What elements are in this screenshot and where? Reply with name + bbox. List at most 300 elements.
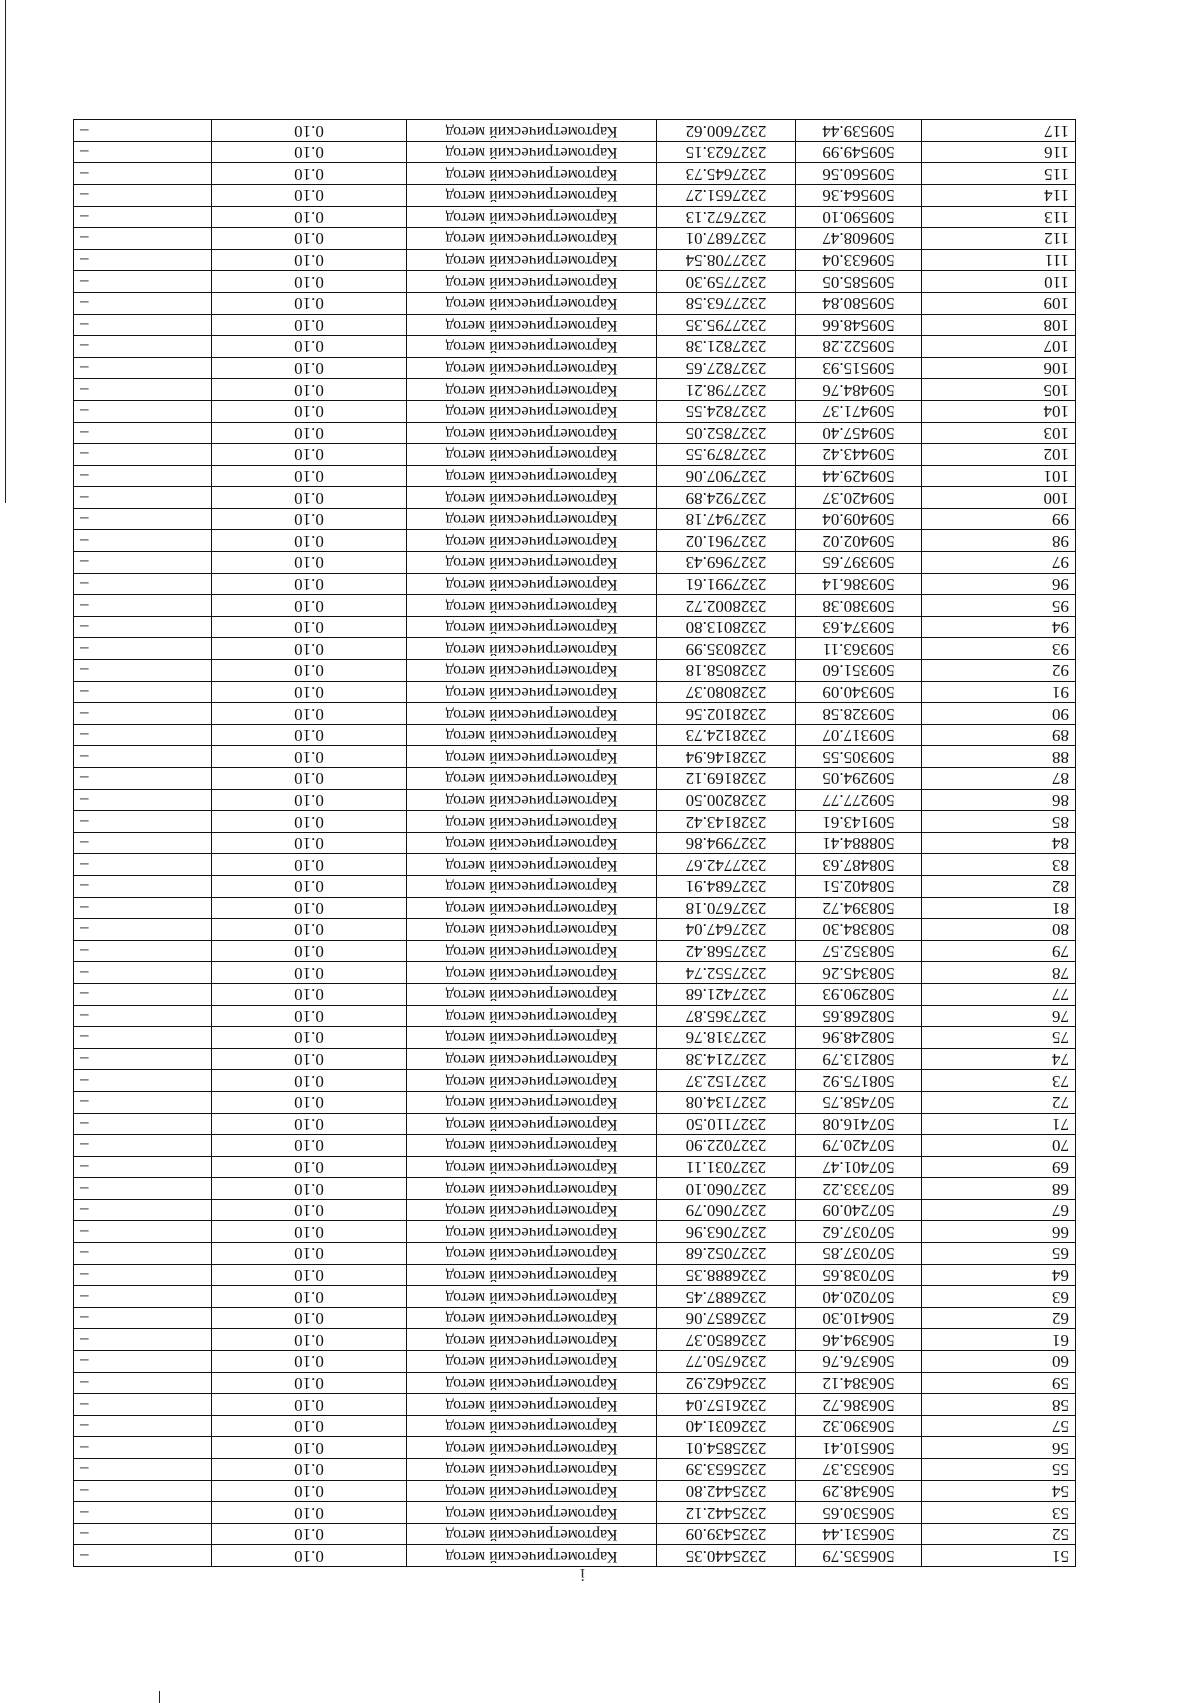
table-row — [74, 681, 1076, 703]
y-coordinate-cell: 2327060.10 — [657, 1178, 796, 1200]
note-cell: – — [74, 811, 212, 833]
page-mark: i — [579, 1565, 585, 1585]
accuracy-cell: 0.10 — [212, 1480, 407, 1502]
x-coordinate-cell: 509590.10 — [796, 206, 922, 228]
point-number-cell: 57 — [922, 1415, 1076, 1437]
point-number-cell: 86 — [922, 789, 1076, 811]
point-number-cell: 88 — [922, 746, 1076, 768]
accuracy-cell: 0.10 — [212, 1459, 407, 1481]
point-number-cell: 87 — [922, 768, 1076, 790]
x-coordinate-cell: 509515.93 — [796, 357, 922, 379]
y-coordinate-cell: 2325439.09 — [657, 1523, 796, 1545]
x-coordinate-cell: 506530.65 — [796, 1502, 922, 1524]
point-number-cell: 111 — [922, 249, 1076, 271]
table-row — [74, 897, 1076, 919]
method-cell: Картометрический метод — [407, 1415, 657, 1437]
note-cell: – — [74, 530, 212, 552]
note-cell: – — [74, 983, 212, 1005]
note-cell: – — [74, 1459, 212, 1481]
table-row — [74, 1329, 1076, 1351]
y-coordinate-cell: 2327552.74 — [657, 962, 796, 984]
point-number-cell: 53 — [922, 1502, 1076, 1524]
y-coordinate-cell: 2326887.45 — [657, 1286, 796, 1308]
point-number-cell: 116 — [922, 141, 1076, 163]
note-cell: – — [74, 1394, 212, 1416]
y-coordinate-cell: 2327214.38 — [657, 1048, 796, 1070]
method-cell: Картометрический метод — [407, 1243, 657, 1265]
note-cell: – — [74, 314, 212, 336]
y-coordinate-cell: 2326157.04 — [657, 1394, 796, 1416]
y-coordinate-cell: 2327795.35 — [657, 314, 796, 336]
note-cell: – — [74, 357, 212, 379]
accuracy-cell: 0.10 — [212, 983, 407, 1005]
accuracy-cell: 0.10 — [212, 271, 407, 293]
point-number-cell: 74 — [922, 1048, 1076, 1070]
x-coordinate-cell: 508290.93 — [796, 983, 922, 1005]
x-coordinate-cell: 509340.09 — [796, 681, 922, 703]
table-row — [74, 832, 1076, 854]
x-coordinate-cell: 507401.47 — [796, 1156, 922, 1178]
point-number-cell: 85 — [922, 811, 1076, 833]
method-cell: Картометрический метод — [407, 163, 657, 185]
method-cell: Картометрический метод — [407, 530, 657, 552]
y-coordinate-cell: 2326857.06 — [657, 1307, 796, 1329]
point-number-cell: 102 — [922, 444, 1076, 466]
point-number-cell: 61 — [922, 1329, 1076, 1351]
table-row — [74, 1243, 1076, 1265]
y-coordinate-cell: 2328102.56 — [657, 703, 796, 725]
note-cell: – — [74, 249, 212, 271]
y-coordinate-cell: 2327969.43 — [657, 552, 796, 574]
table-row — [74, 1351, 1076, 1373]
accuracy-cell: 0.10 — [212, 552, 407, 574]
accuracy-cell: 0.10 — [212, 422, 407, 444]
y-coordinate-cell: 2327879.55 — [657, 444, 796, 466]
accuracy-cell: 0.10 — [212, 1243, 407, 1265]
y-coordinate-cell: 2328080.37 — [657, 681, 796, 703]
method-cell: Картометрический метод — [407, 789, 657, 811]
accuracy-cell: 0.10 — [212, 1394, 407, 1416]
x-coordinate-cell: 509484.76 — [796, 379, 922, 401]
y-coordinate-cell: 2328124.73 — [657, 724, 796, 746]
table-row — [74, 1070, 1076, 1092]
table-row — [74, 940, 1076, 962]
point-number-cell: 60 — [922, 1351, 1076, 1373]
accuracy-cell: 0.10 — [212, 573, 407, 595]
point-number-cell: 70 — [922, 1135, 1076, 1157]
y-coordinate-cell: 2327063.96 — [657, 1221, 796, 1243]
accuracy-cell: 0.10 — [212, 249, 407, 271]
point-number-cell: 93 — [922, 638, 1076, 660]
accuracy-cell: 0.10 — [212, 185, 407, 207]
x-coordinate-cell: 508213.79 — [796, 1048, 922, 1070]
table-row — [74, 1502, 1076, 1524]
method-cell: Картометрический метод — [407, 746, 657, 768]
method-cell: Картометрический метод — [407, 724, 657, 746]
accuracy-cell: 0.10 — [212, 1178, 407, 1200]
table-row — [74, 1135, 1076, 1157]
accuracy-cell: 0.10 — [212, 768, 407, 790]
y-coordinate-cell: 2326850.37 — [657, 1329, 796, 1351]
accuracy-cell: 0.10 — [212, 487, 407, 509]
accuracy-cell: 0.10 — [212, 1113, 407, 1135]
accuracy-cell: 0.10 — [212, 1005, 407, 1027]
note-cell: – — [74, 638, 212, 660]
y-coordinate-cell: 2327365.87 — [657, 1005, 796, 1027]
point-number-cell: 79 — [922, 940, 1076, 962]
x-coordinate-cell: 509402.02 — [796, 530, 922, 552]
method-cell: Картометрический метод — [407, 919, 657, 941]
method-cell: Картометрический метод — [407, 876, 657, 898]
x-coordinate-cell: 509386.14 — [796, 573, 922, 595]
y-coordinate-cell: 2325442.12 — [657, 1502, 796, 1524]
table-row — [74, 487, 1076, 509]
point-number-cell: 68 — [922, 1178, 1076, 1200]
note-cell: – — [74, 789, 212, 811]
table-row — [74, 444, 1076, 466]
method-cell: Картометрический метод — [407, 465, 657, 487]
note-cell: – — [74, 1286, 212, 1308]
x-coordinate-cell: 509397.65 — [796, 552, 922, 574]
accuracy-cell: 0.10 — [212, 962, 407, 984]
method-cell: Картометрический метод — [407, 314, 657, 336]
note-cell: – — [74, 444, 212, 466]
accuracy-cell: 0.10 — [212, 681, 407, 703]
note-cell: – — [74, 1091, 212, 1113]
x-coordinate-cell: 509143.61 — [796, 811, 922, 833]
x-coordinate-cell: 509585.05 — [796, 271, 922, 293]
y-coordinate-cell: 2327647.04 — [657, 919, 796, 941]
y-coordinate-cell: 2327827.65 — [657, 357, 796, 379]
table-row — [74, 595, 1076, 617]
accuracy-cell: 0.10 — [212, 379, 407, 401]
x-coordinate-cell: 507420.79 — [796, 1135, 922, 1157]
point-number-cell: 97 — [922, 552, 1076, 574]
y-coordinate-cell: 2327947.18 — [657, 508, 796, 530]
point-number-cell: 101 — [922, 465, 1076, 487]
accuracy-cell: 0.10 — [212, 854, 407, 876]
note-cell: – — [74, 487, 212, 509]
table-row — [74, 962, 1076, 984]
point-number-cell: 108 — [922, 314, 1076, 336]
point-number-cell: 110 — [922, 271, 1076, 293]
table-row — [74, 314, 1076, 336]
accuracy-cell: 0.10 — [212, 508, 407, 530]
method-cell: Картометрический метод — [407, 703, 657, 725]
note-cell: – — [74, 1545, 212, 1567]
x-coordinate-cell: 506348.29 — [796, 1480, 922, 1502]
y-coordinate-cell: 2327852.05 — [657, 422, 796, 444]
x-coordinate-cell: 506386.72 — [796, 1394, 922, 1416]
table-row — [74, 1307, 1076, 1329]
point-number-cell: 117 — [922, 120, 1076, 142]
point-number-cell: 107 — [922, 336, 1076, 358]
point-number-cell: 95 — [922, 595, 1076, 617]
note-cell: – — [74, 832, 212, 854]
table-row — [74, 854, 1076, 876]
accuracy-cell: 0.10 — [212, 292, 407, 314]
table-row — [74, 1048, 1076, 1070]
method-cell: Картометрический метод — [407, 983, 657, 1005]
accuracy-cell: 0.10 — [212, 141, 407, 163]
accuracy-cell: 0.10 — [212, 1264, 407, 1286]
table-row — [74, 1480, 1076, 1502]
method-cell: Картометрический метод — [407, 1286, 657, 1308]
accuracy-cell: 0.10 — [212, 1027, 407, 1049]
accuracy-cell: 0.10 — [212, 746, 407, 768]
method-cell: Картометрический метод — [407, 1135, 657, 1157]
method-cell: Картометрический метод — [407, 854, 657, 876]
note-cell: – — [74, 897, 212, 919]
y-coordinate-cell: 2326462.92 — [657, 1372, 796, 1394]
accuracy-cell: 0.10 — [212, 919, 407, 941]
point-number-cell: 71 — [922, 1113, 1076, 1135]
method-cell: Картометрический метод — [407, 487, 657, 509]
coordinates-table — [73, 119, 1076, 1567]
y-coordinate-cell: 2327684.91 — [657, 876, 796, 898]
note-cell: – — [74, 1415, 212, 1437]
y-coordinate-cell: 2327824.55 — [657, 400, 796, 422]
point-number-cell: 96 — [922, 573, 1076, 595]
x-coordinate-cell: 509328.58 — [796, 703, 922, 725]
method-cell: Картометрический метод — [407, 357, 657, 379]
x-coordinate-cell: 509539.44 — [796, 120, 922, 142]
method-cell: Картометрический метод — [407, 638, 657, 660]
x-coordinate-cell: 506376.76 — [796, 1351, 922, 1373]
y-coordinate-cell: 2328143.42 — [657, 811, 796, 833]
table-row — [74, 1437, 1076, 1459]
method-cell: Картометрический метод — [407, 379, 657, 401]
table-row — [74, 271, 1076, 293]
table-row — [74, 1091, 1076, 1113]
table-row — [74, 573, 1076, 595]
x-coordinate-cell: 509294.05 — [796, 768, 922, 790]
point-number-cell: 78 — [922, 962, 1076, 984]
x-coordinate-cell: 509429.44 — [796, 465, 922, 487]
x-coordinate-cell: 509564.36 — [796, 185, 922, 207]
table-row — [74, 1027, 1076, 1049]
note-cell: – — [74, 616, 212, 638]
method-cell: Картометрический метод — [407, 897, 657, 919]
table-row — [74, 530, 1076, 552]
point-number-cell: 84 — [922, 832, 1076, 854]
x-coordinate-cell: 509409.04 — [796, 508, 922, 530]
method-cell: Картометрический метод — [407, 1437, 657, 1459]
accuracy-cell: 0.10 — [212, 400, 407, 422]
y-coordinate-cell: 2327924.89 — [657, 487, 796, 509]
method-cell: Картометрический метод — [407, 1199, 657, 1221]
y-coordinate-cell: 2326888.35 — [657, 1264, 796, 1286]
note-cell: – — [74, 1480, 212, 1502]
note-cell: – — [74, 552, 212, 574]
point-number-cell: 113 — [922, 206, 1076, 228]
point-number-cell: 69 — [922, 1156, 1076, 1178]
note-cell: – — [74, 1048, 212, 1070]
y-coordinate-cell: 2325442.80 — [657, 1480, 796, 1502]
method-cell: Картометрический метод — [407, 573, 657, 595]
note-cell: – — [74, 1027, 212, 1049]
note-cell: – — [74, 185, 212, 207]
x-coordinate-cell: 508487.63 — [796, 854, 922, 876]
note-cell: – — [74, 336, 212, 358]
method-cell: Картометрический метод — [407, 1070, 657, 1092]
point-number-cell: 54 — [922, 1480, 1076, 1502]
note-cell: – — [74, 1264, 212, 1286]
x-coordinate-cell: 509457.40 — [796, 422, 922, 444]
table-row — [74, 228, 1076, 250]
point-number-cell: 77 — [922, 983, 1076, 1005]
method-cell: Картометрический метод — [407, 1264, 657, 1286]
point-number-cell: 81 — [922, 897, 1076, 919]
x-coordinate-cell: 508884.41 — [796, 832, 922, 854]
y-coordinate-cell: 2327742.67 — [657, 854, 796, 876]
point-number-cell: 67 — [922, 1199, 1076, 1221]
x-coordinate-cell: 506353.37 — [796, 1459, 922, 1481]
x-coordinate-cell: 509633.04 — [796, 249, 922, 271]
y-coordinate-cell: 2328002.72 — [657, 595, 796, 617]
point-number-cell: 64 — [922, 1264, 1076, 1286]
note-cell: – — [74, 508, 212, 530]
accuracy-cell: 0.10 — [212, 1372, 407, 1394]
table-row — [74, 660, 1076, 682]
x-coordinate-cell: 506535.79 — [796, 1545, 922, 1567]
table-row — [74, 1286, 1076, 1308]
x-coordinate-cell: 507458.75 — [796, 1091, 922, 1113]
method-cell: Картометрический метод — [407, 206, 657, 228]
point-number-cell: 82 — [922, 876, 1076, 898]
x-coordinate-cell: 507333.22 — [796, 1178, 922, 1200]
note-cell: – — [74, 163, 212, 185]
y-coordinate-cell: 2325440.35 — [657, 1545, 796, 1567]
accuracy-cell: 0.10 — [212, 1307, 407, 1329]
method-cell: Картометрический метод — [407, 1048, 657, 1070]
table-body — [74, 120, 1076, 1567]
y-coordinate-cell: 2327645.73 — [657, 163, 796, 185]
point-number-cell: 52 — [922, 1523, 1076, 1545]
scan-edge-bottom — [159, 1691, 160, 1703]
table-row — [74, 983, 1076, 1005]
method-cell: Картометрический метод — [407, 1351, 657, 1373]
note-cell: – — [74, 724, 212, 746]
y-coordinate-cell: 2327318.76 — [657, 1027, 796, 1049]
x-coordinate-cell: 508345.26 — [796, 962, 922, 984]
table-row — [74, 789, 1076, 811]
accuracy-cell: 0.10 — [212, 1523, 407, 1545]
accuracy-cell: 0.10 — [212, 876, 407, 898]
note-cell: – — [74, 120, 212, 142]
accuracy-cell: 0.10 — [212, 1199, 407, 1221]
y-coordinate-cell: 2328035.99 — [657, 638, 796, 660]
table-row — [74, 638, 1076, 660]
y-coordinate-cell: 2328169.12 — [657, 768, 796, 790]
x-coordinate-cell: 506510.41 — [796, 1437, 922, 1459]
table-row — [74, 1545, 1076, 1567]
accuracy-cell: 0.10 — [212, 789, 407, 811]
point-number-cell: 73 — [922, 1070, 1076, 1092]
note-cell: – — [74, 919, 212, 941]
accuracy-cell: 0.10 — [212, 163, 407, 185]
point-number-cell: 104 — [922, 400, 1076, 422]
table-row — [74, 1005, 1076, 1027]
note-cell: – — [74, 228, 212, 250]
scan-edge-left — [5, 0, 6, 503]
method-cell: Картометрический метод — [407, 595, 657, 617]
method-cell: Картометрический метод — [407, 962, 657, 984]
y-coordinate-cell: 2327052.68 — [657, 1243, 796, 1265]
method-cell: Картометрический метод — [407, 1394, 657, 1416]
method-cell: Картометрический метод — [407, 768, 657, 790]
note-cell: – — [74, 1329, 212, 1351]
point-number-cell: 115 — [922, 163, 1076, 185]
accuracy-cell: 0.10 — [212, 1156, 407, 1178]
method-cell: Картометрический метод — [407, 228, 657, 250]
y-coordinate-cell: 2327031.11 — [657, 1156, 796, 1178]
table-row — [74, 1178, 1076, 1200]
y-coordinate-cell: 2327421.68 — [657, 983, 796, 1005]
point-number-cell: 63 — [922, 1286, 1076, 1308]
accuracy-cell: 0.10 — [212, 314, 407, 336]
method-cell: Картометрический метод — [407, 1005, 657, 1027]
y-coordinate-cell: 2328200.50 — [657, 789, 796, 811]
table-row — [74, 465, 1076, 487]
x-coordinate-cell: 508394.72 — [796, 897, 922, 919]
point-number-cell: 58 — [922, 1394, 1076, 1416]
method-cell: Картометрический метод — [407, 1459, 657, 1481]
note-cell: – — [74, 573, 212, 595]
y-coordinate-cell: 2327994.86 — [657, 832, 796, 854]
table-row — [74, 141, 1076, 163]
point-number-cell: 55 — [922, 1459, 1076, 1481]
x-coordinate-cell: 507240.09 — [796, 1199, 922, 1221]
table-row — [74, 1459, 1076, 1481]
y-coordinate-cell: 2327623.15 — [657, 141, 796, 163]
y-coordinate-cell: 2327687.01 — [657, 228, 796, 250]
point-number-cell: 65 — [922, 1243, 1076, 1265]
note-cell: – — [74, 1113, 212, 1135]
point-number-cell: 56 — [922, 1437, 1076, 1459]
accuracy-cell: 0.10 — [212, 444, 407, 466]
x-coordinate-cell: 506394.46 — [796, 1329, 922, 1351]
x-coordinate-cell: 508384.30 — [796, 919, 922, 941]
point-number-cell: 98 — [922, 530, 1076, 552]
table-row — [74, 552, 1076, 574]
y-coordinate-cell: 2326750.77 — [657, 1351, 796, 1373]
x-coordinate-cell: 509522.28 — [796, 336, 922, 358]
y-coordinate-cell: 2327670.18 — [657, 897, 796, 919]
table-row — [74, 876, 1076, 898]
note-cell: – — [74, 1351, 212, 1373]
method-cell: Картометрический метод — [407, 1221, 657, 1243]
note-cell: – — [74, 854, 212, 876]
method-cell: Картометрический метод — [407, 1329, 657, 1351]
note-cell: – — [74, 1523, 212, 1545]
accuracy-cell: 0.10 — [212, 530, 407, 552]
table-row — [74, 185, 1076, 207]
accuracy-cell: 0.10 — [212, 660, 407, 682]
accuracy-cell: 0.10 — [212, 832, 407, 854]
note-cell: – — [74, 1307, 212, 1329]
note-cell: – — [74, 422, 212, 444]
x-coordinate-cell: 509317.07 — [796, 724, 922, 746]
y-coordinate-cell: 2327991.61 — [657, 573, 796, 595]
note-cell: – — [74, 1135, 212, 1157]
point-number-cell: 76 — [922, 1005, 1076, 1027]
accuracy-cell: 0.10 — [212, 1545, 407, 1567]
x-coordinate-cell: 509443.42 — [796, 444, 922, 466]
x-coordinate-cell: 506384.12 — [796, 1372, 922, 1394]
y-coordinate-cell: 2327763.58 — [657, 292, 796, 314]
method-cell: Картометрический метод — [407, 271, 657, 293]
